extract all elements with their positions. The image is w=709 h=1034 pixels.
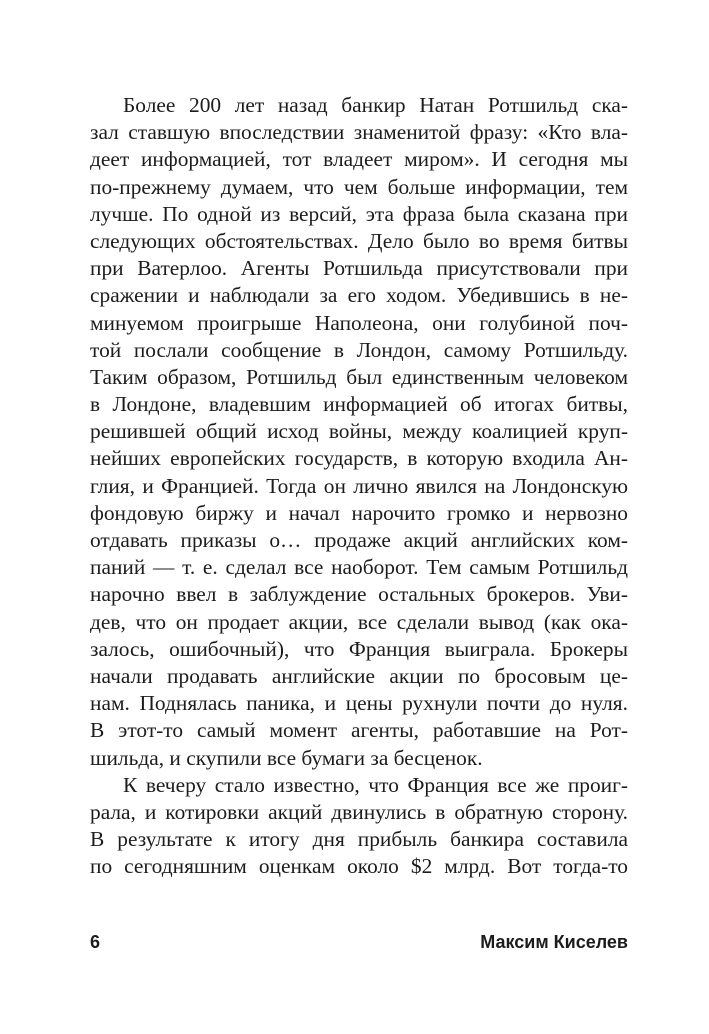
text-line: сражении и наблюдали за его ходом. Убедившись в не- [90,283,628,308]
paragraph-2 [90,772,628,881]
text-line: деет информацией, тот владеет миром». И сегодня мы [90,147,628,172]
text-line: по-прежнему думаем, что чем больше информации, тем [90,174,628,199]
text-line: паний — т. е. сделал все наоборот. Тем самым Ротшильд [90,555,628,580]
text-line: В результате к итогу дня прибыль банкира составила [90,827,628,852]
text-line: Таким образом, Ротшильд был единственным человеком [90,364,628,389]
text-line: по сегодняшним оценкам около $2 млрд. Вот тогда-то [90,854,628,879]
text-line: Более 200 лет назад банкир Натан Ротшильд ска- [123,93,628,117]
page-number: 6 [90,932,101,952]
text-line: нейших европейских государств, в которую входила Ан- [90,446,628,471]
running-footer-author: Максим Киселев [480,932,628,952]
text-line: отдавать приказы о… продаже акций английских ком- [90,528,628,552]
text-line: В этот-то самый момент агенты, работавшие на Рот- [90,718,628,743]
text-line: рала, и котировки акций двинулись в обратную сторону. [90,799,628,824]
text-line: зал ставшую впоследствии знаменитой фразу: «Кто вла- [90,120,628,145]
text-line: К вечеру стало известно, что Франция все же проиг- [123,772,628,797]
text-line: фондовую биржу и начал нарочито громко и нервозно [90,500,628,525]
text-line: следующих обстоятельствах. Дело было во время битвы [90,228,628,253]
text-line: залось, ошибочный), что Франция выиграла. Брокеры [90,636,628,661]
text-line: минуемом проигрыше Наполеона, они голубиной поч- [90,310,628,335]
text-line: начали продавать английские акции по бросовым це- [90,663,628,688]
text-line: решившей общий исход войны, между коалицией круп- [90,419,628,444]
text-line: той послали сообщение в Лондон, самому Ротшильду. [90,337,628,362]
text-line: глия, и Францией. Тогда он лично явился на Лондонскую [90,473,628,498]
text-line: дев, что он продает акции, все сделали вывод (как ока- [90,609,628,634]
body-text [90,92,628,880]
text-line: при Ватерлоо. Агенты Ротшильда присутствовали при [90,256,628,281]
paragraph-1 [90,92,628,772]
text-line: нарочно ввел в заблуждение остальных брокеров. Уви- [90,582,628,607]
text-line: лучше. По одной из версий, эта фраза была сказана при [90,201,628,226]
text-line: шильда, и скупили все бумаги за бесценок. [90,745,483,770]
text-line: в Лондоне, владевшим информацией об итогах битвы, [90,392,628,417]
text-line: нам. Поднялась паника, и цены рухнули почти до нуля. [90,691,628,716]
